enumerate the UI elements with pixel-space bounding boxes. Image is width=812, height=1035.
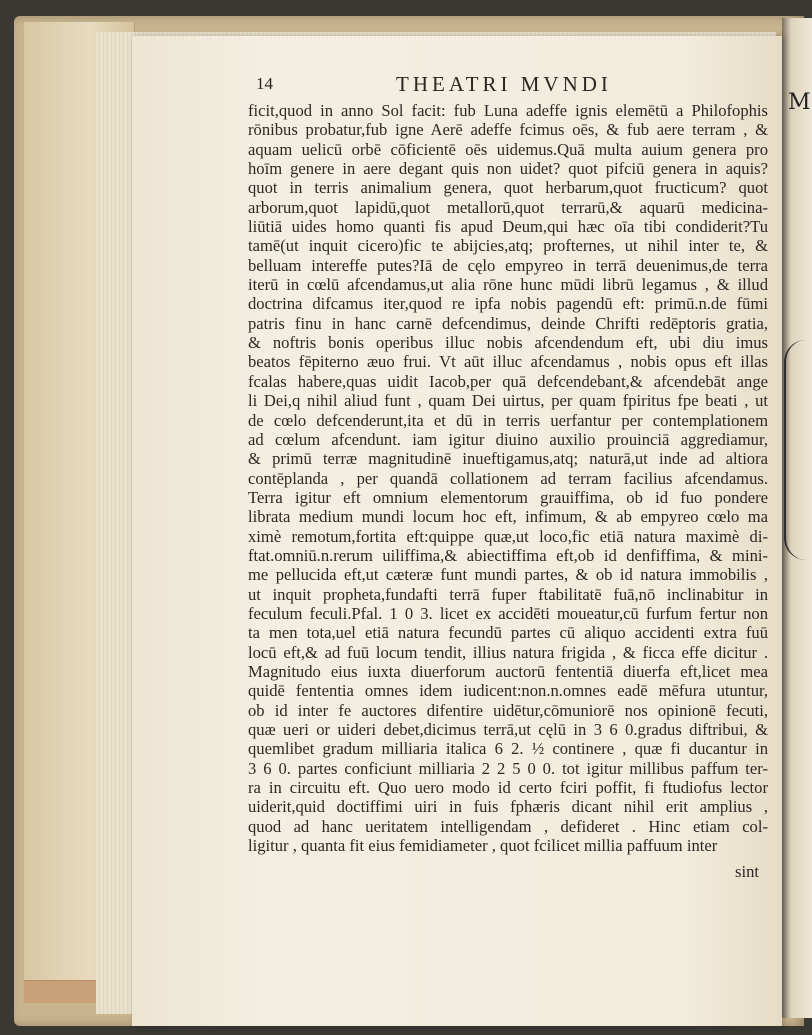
text-line: fcalas habere,quas uidit Iacob,per quā defcendebant,& afcendebāt ange [248,371,768,391]
text-line: ra in circuitu eft. Quo uero modo id certo fciri poffit, fi ftudiofus lector [248,778,768,798]
text-line: uiderit,quid doctiffimi uiri in fuis fphæris dicant nihil erit amplius , [248,797,768,817]
opposite-page-letter: M [788,90,811,115]
text-line: quod ad hanc ueritatem intelligendam , defideret . Hinc etiam col- [248,816,768,836]
text-line: ftat.omniū.n.rerum uiliffima,& abiectiffima eft,ob id denfiffima, & mini- [248,545,768,565]
running-title: THEATRI MVNDI [396,72,612,96]
text-line: quæ ueri or uideri debet,dicimus terrā,ut cęlū in 3 6 0.gradus diftribui, & [248,720,768,739]
text-line: beatos fēpiterno æuo frui. Vt aūt illuc afcendamus , nobis opus eft illas [248,352,768,372]
text-line: liūtiā uides homo quanti fis apud Deum,qui hæc oīa tibi condiderit?Tu [248,217,768,237]
text-line: quemlibet gradum milliaria italica 6 2. ½ continere , quæ fi ducantur in [248,739,768,759]
text-line: arborum,quot lapidū,quot metallorū,quot terrarū,& aquarū medicina- [248,197,768,217]
catchword: sint [735,862,759,881]
text-line: aquam uelicū orbē cōficientē oēs uidemus.Quā multa auium genera pro [248,139,768,159]
text-line: quidē fententia omnes idem iudicent:non.n.omnes eadē mēfura utuntur, [248,681,768,701]
text-line: Terra igitur eft omnium elementorum grauiffima, ob id fuo pondere [248,487,768,507]
text-line: li Dei,q nihil aliud funt , quam Dei uirtus, per quam fpiritus fpe beati , ut [248,391,768,411]
text-line: feculum feculi.Pfal. 1 0 3. licet ex accidēti moueatur,cū furfum fertur non [248,603,768,623]
text-line: tamē(ut inquit cicero)fic te abijcies,atq; profternes, ut nihil inter te, & [248,236,768,256]
text-line: & noftris bonis operibus illuc nobis afcendendum eft, ubi diu imus [248,333,768,353]
text-line: hoīm genere in aere degant quis non uidet? quot pifciū genera in aquis? [248,159,768,179]
text-line: belluam intereffe putes?Iā de cęlo empyreo in terrā deuenimus,de terra [248,255,768,275]
text-line: contēplanda , per quandā collationem ad terram facilius afcendamus. [248,468,768,488]
text-line: rōnibus probatur,fub igne Aerē adeffe fcimus oēs, & fub aere terram , & [248,120,768,140]
text-line: me pellucida eft,ut cæteræ funt mundi partes, & ob id natura immobilis , [248,565,768,585]
text-line: ad cœlum afcendunt. iam igitur diuino auxilio prouinciā aggrediamur, [248,429,768,449]
text-line: doctrina difcamus iter,quod re ipfa nobis pagendū eft: primū.n.de fūmi [248,294,768,314]
page-number: 14 [256,74,273,93]
text-line: patris finu in hanc carnē defcendimus, deinde Chrifti redēptoris gratia, [248,313,768,333]
text-line: locū eft,& ad fuū locum tendit, illius natura frigida , & ficca effe dicitur . [248,642,768,662]
text-line: ligitur , quanta fit eius femidiameter , quot fcilicet millia paffuum inter [248,836,718,856]
opposite-ornament [784,340,806,560]
text-line: librata medium mundi locum hoc eft, infimum, & ab empyreo cœlo ma [248,507,768,527]
text-line: ximè remotum,fortita eft:quippe quæ,ut loco,fic etiā natura maximè di- [248,526,768,546]
body-text [248,101,768,855]
text-line: Magnitudo eius iuxta diuerforum auctorū fententiā diuerfa eft,licet mea [248,661,768,681]
text-line: ob id inter fe auctores difentire uidētur,cōmuniorē nos opinionē fecuti, [248,700,768,720]
text-line: de cœlo defcenderunt,ita et dū in terris uerfantur per contemplationem [248,410,768,430]
text-line: ta men tota,uel etiā natura fecundū partes cū aliquo accidenti extra fuū [248,623,768,643]
text-line: quot in terris animalium genera, quot herbarum,quot fructicum? quot [248,178,768,198]
page-header [256,74,796,98]
text-line: 3 6 0. partes conficiunt milliaria 2 2 5 0 0. tot igitur millibus paffum ter- [248,758,768,778]
text-line: & primū terræ magnitudinē inueftigamus,atq; naturā,ut inde ad altiora [248,449,768,469]
text-line: ficit,quod in anno Sol facit: fub Luna adeffe ignis elemētū a Philofophis [248,101,768,120]
text-line: ut inquit propheta,fundafti terrā fuper ftabilitatē fuā,nō inclinabitur in [248,584,768,604]
text-line: iterū in cœlū afcendamus,ut alia rōne hunc mūdi librū legamus , & illud [248,275,768,295]
